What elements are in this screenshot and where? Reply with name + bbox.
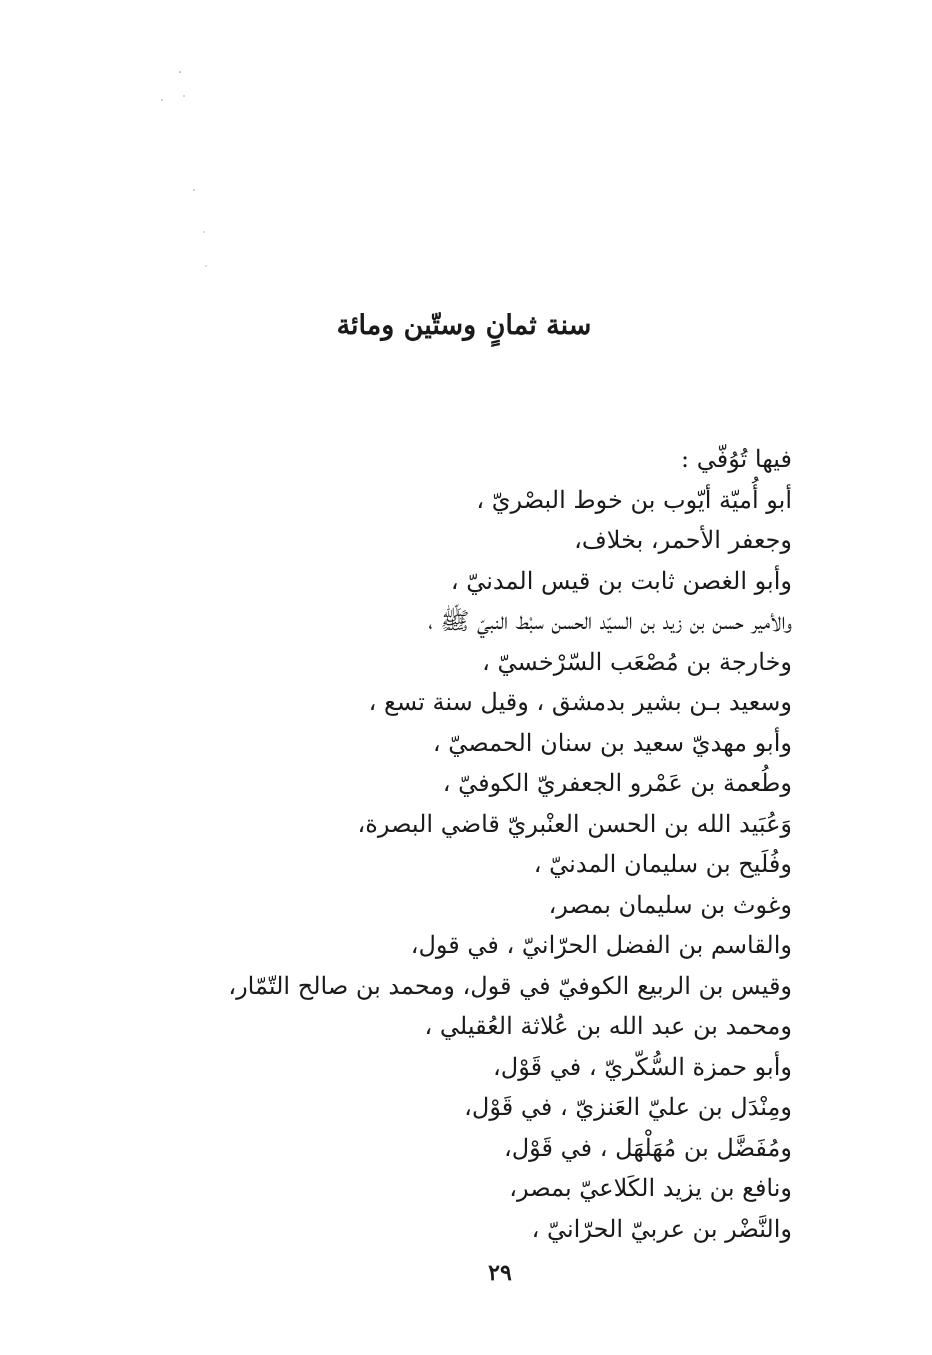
page-number: ٢٩ [488, 1260, 512, 1286]
list-item: وسعيد بـن بشير بدمشق ، وقيل سنة تسع ، [368, 688, 792, 716]
chapter-heading: سنة ثمانٍ وستّين ومائة [336, 310, 592, 341]
intro-line: فيها تُوُفّي : [681, 445, 792, 473]
list-item: ومِنْدَل بن عليّ العَنزيّ ، في قَوْل، [464, 1093, 792, 1121]
list-item: وَعُبَيد الله بن الحسن العنْبريّ قاضي البصرة، [357, 809, 792, 838]
scan-specks-decoration [150, 60, 220, 280]
list-item: وطُعمة بن عَمْرو الجعفريّ الكوفيّ ، [442, 769, 792, 797]
list-item: وجعفر الأحمر، بخلاف، [574, 526, 792, 554]
list-item: والأمير حسن بن زيد بن السيّد الحسن سبْط النبيّ ﷺ ، [428, 607, 792, 635]
list-item: وأبو الغصن ثابت بن قيس المدنيّ ، [450, 566, 792, 595]
list-item: والقاسم بن الفضل الحرّانيّ ، في قول، [410, 931, 792, 959]
list-item: وخارجة بن مُصْعَب السّرْخسيّ ، [482, 647, 792, 676]
list-item: أبو أُميّة أيّوب بن خوط البصْريّ ، [476, 485, 792, 514]
list-item: وغوث بن سليمان بمصر، [548, 890, 792, 919]
list-item: ونافع بن يزيد الكَلاعيّ بمصر، [509, 1174, 792, 1202]
list-item: وأبو مهديّ سعيد بن سنان الحمصيّ ، [432, 728, 792, 757]
list-item: وفُلَيح بن سليمان المدنيّ ، [533, 850, 792, 878]
list-item: وأبو حمزة السُّكّريّ ، في قَوْل، [493, 1052, 792, 1081]
list-item: ومُفَضَّل بن مُهَلْهَل ، في قَوْل، [503, 1133, 792, 1162]
obituary-list [112, 439, 792, 1249]
list-item: ومحمد بن عبد الله بن عُلاثة العُقيلي ، [424, 1012, 792, 1040]
list-item: وقيس بن الربيع الكوفيّ في قول، ومحمد بن صالح التّمّار، [228, 971, 792, 1000]
list-item: والنَّضْر بن عربيّ الحرّانيّ ، [531, 1214, 792, 1243]
